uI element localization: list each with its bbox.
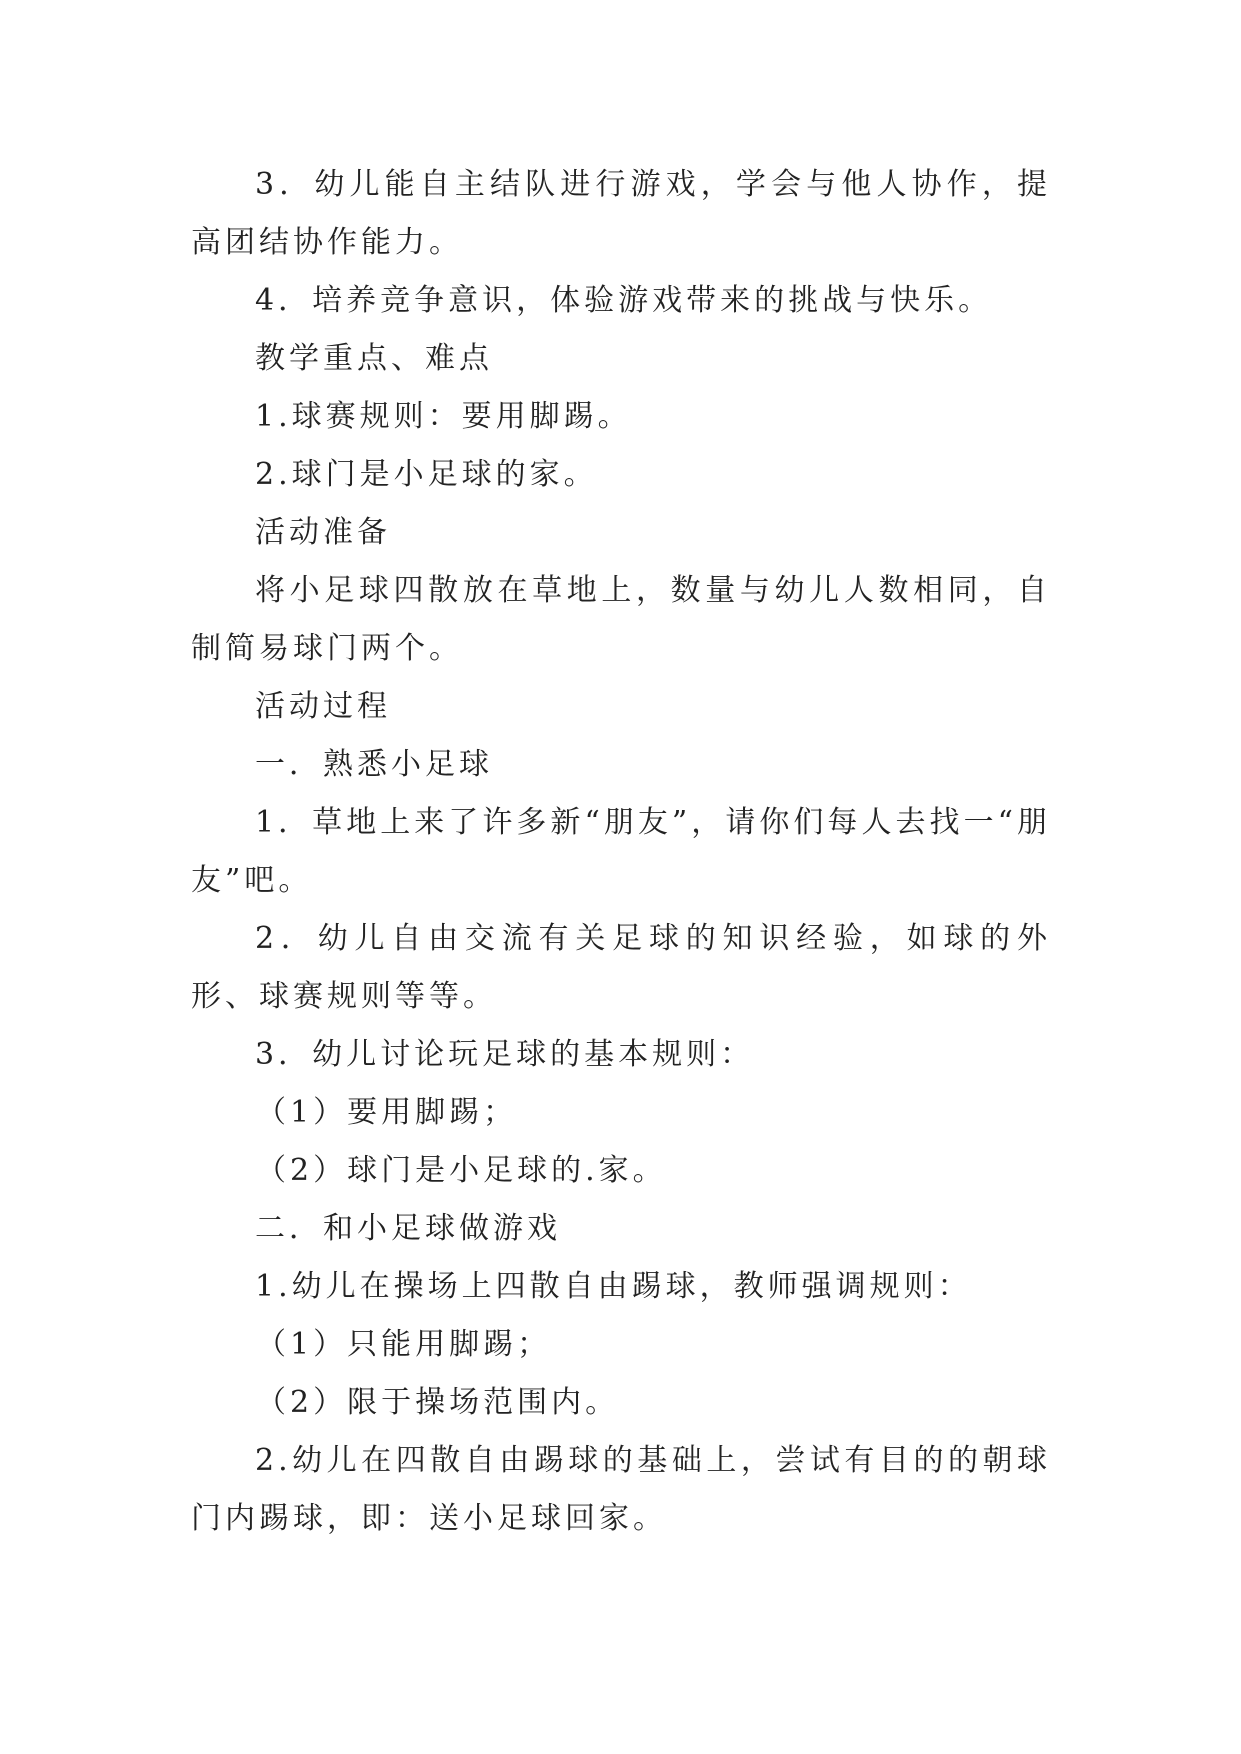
paragraph-key-point-2: 2.球门是小足球的家。 [255,457,598,492]
heading-process: 活动过程 [255,689,391,724]
paragraph-step-one-3: 3．幼儿讨论玩足球的基本规则： [255,1037,755,1072]
paragraph-preparation: 将小足球四散放在草地上，数量与幼儿人数相同，自制简易球门两个。 [191,573,1051,666]
list-item-rule-3: （1）只能用脚踢； [256,1327,552,1362]
paragraph-key-point-1: 1.球赛规则：要用脚踢。 [255,399,632,434]
list-item-rule-2: （2）球门是小足球的.家。 [256,1153,667,1188]
paragraph-objective-4: 4．培养竞争意识，体验游戏带来的挑战与快乐。 [255,283,993,318]
paragraph-step-two-1: 1.幼儿在操场上四散自由踢球，教师强调规则： [255,1269,972,1304]
list-item-rule-1: （1）要用脚踢； [256,1095,518,1130]
document-body [191,156,1051,1548]
heading-step-two: 二．和小足球做游戏 [255,1211,561,1246]
paragraph-step-one-2: 2．幼儿自由交流有关足球的知识经验，如球的外形、球赛规则等等。 [191,921,1051,1014]
heading-key-points: 教学重点、难点 [255,341,493,376]
paragraph-objective-3: 3．幼儿能自主结队进行游戏，学会与他人协作，提高团结协作能力。 [191,167,1051,260]
paragraph-step-two-2: 2.幼儿在四散自由踢球的基础上，尝试有目的的朝球门内踢球，即：送小足球回家。 [191,1443,1051,1536]
list-item-rule-4: （2）限于操场范围内。 [256,1385,620,1420]
paragraph-step-one-1: 1．草地上来了许多新“朋友”，请你们每人去找一“朋友”吧。 [191,805,1051,898]
heading-preparation: 活动准备 [255,515,391,550]
heading-step-one: 一．熟悉小足球 [255,747,493,782]
